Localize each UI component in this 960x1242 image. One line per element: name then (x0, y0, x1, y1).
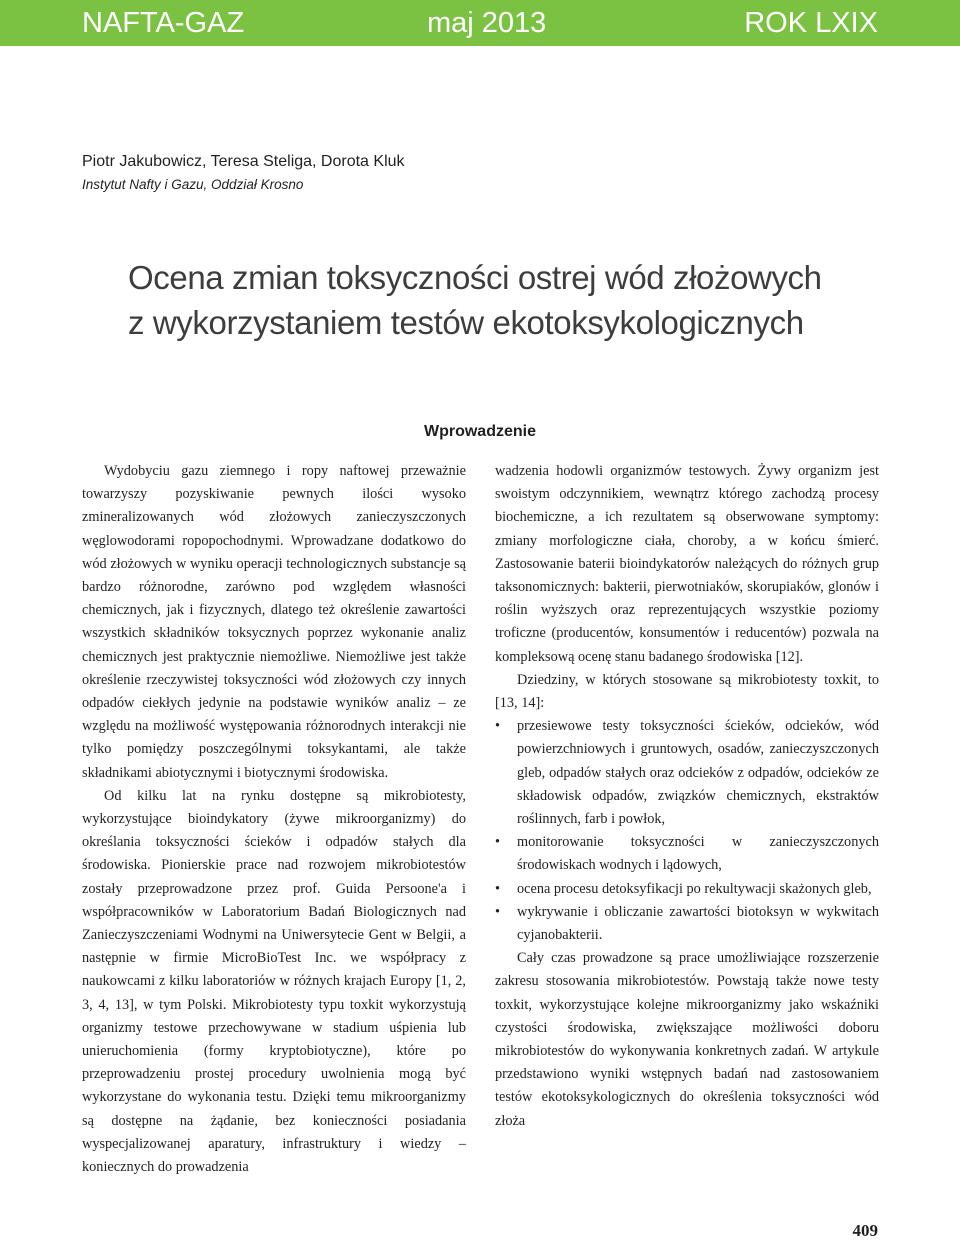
journal-name: NAFTA-GAZ (82, 7, 245, 39)
list-item-text: przesiewowe testy toksyczności ścieków, odcieków, wód powierzchniowych i gruntowych, osadów, zanieczyszczonych gleb, odpadów stałych oraz odcieków z odpadów, odcieków ze składowisk odpadów, związków chemicznych, ekstraktów roślinnych, farb i powłok, (517, 718, 879, 828)
list-item (495, 878, 879, 901)
section-heading: Wprowadzenie (423, 423, 536, 440)
bullet-list (495, 715, 879, 947)
title-line-2: z wykorzystaniem testów ekotoksykologicznych (128, 304, 804, 341)
bullet-icon: • (495, 834, 501, 851)
issue-date: maj 2013 (427, 7, 547, 39)
authors: Piotr Jakubowicz, Teresa Steliga, Dorota Kluk (82, 153, 405, 170)
bullet-icon: • (495, 880, 501, 897)
list-item (495, 715, 879, 831)
affiliation: Instytut Nafty i Gazu, Oddział Krosno (82, 177, 304, 192)
bullet-icon: • (495, 903, 501, 920)
list-item-text: monitorowanie toksyczności w zanieczyszczonych środowiskach wodnych i lądowych, (517, 834, 879, 874)
paragraph: Wydobyciu gazu ziemnego i ropy naftowej przeważnie towarzyszy pozyskiwanie pewnych ilości wysoko zmineralizowanych wód złożowych zanieczyszczonych węglowodorami ropopochodnymi. Wprowadzane dodatkowo do wód złożowych w wyniku operacji technologicznych substancje są bardzo różnorodne, zarówno pod względem własności chemicznych, jak i fizycznych, dlatego też określenie zawartości wszystkich składników toksycznych poprzez wykonanie analiz chemicznych jest praktycznie niemożliwe. Niemożliwe jest także określenie rzeczywistej toksyczności wód złożowych czy innych odpadów ciekłych jedynie na podstawie wyników analiz – ze względu na możliwość występowania różnorodnych interakcji nie tylko pomiędzy poszczególnymi toksykantami, ale także składnikami abiotycznymi i biotycznymi środowiska. (82, 463, 466, 781)
bullet-icon: • (495, 718, 501, 735)
list-item (495, 831, 879, 877)
list-item-text: ocena procesu detoksyfikacji po rekultywacji skażonych gleb, (517, 880, 872, 897)
page-number: 409 (852, 1221, 878, 1240)
paragraph: Cały czas prowadzone są prace umożliwiające rozszerzenie zakresu stosowania mikrobiotestów. Powstają także nowe testy toxkit, wykorzystujące kolejne mikroorganizmy jako wskaźniki czystości środowiska, zwiększające możliwości doboru mikrobiotestów do wykonywania konkretnych zadań. W artykule przedstawiono wyniki wstępnych badań nad zastosowaniem testów ekotoksykologicznych do określenia toksyczności wód złoża (495, 950, 879, 1129)
left-column (82, 460, 466, 1179)
journal-header-bar (0, 0, 960, 46)
right-column (495, 460, 879, 1133)
paragraph: Od kilku lat na rynku dostępne są mikrobiotesty, wykorzystujące bioindykatory (żywe mikroorganizmy) do określania toksyczności ścieków i odpadów stałych dla środowiska. Pionierskie prace nad rozwojem mikrobiotestów zostały przeprowadzone przez prof. Guida Persoone'a i współpracowników w Laboratorium Badań Biologicznych nad Zanieczyszczeniami Wodnymi na Uniwersytecie Gent w Belgii, a następnie w firmie MicroBioTest Inc. we współpracy z naukowcami z kilku laboratoriów w różnych krajach Europy [1, 2, 3, 4, 13], w tym Polski. Mikrobiotesty typu toxkit wykorzystują organizmy testowe przechowywane w stadium uśpienia lub unieruchomienia (formy kryptobiotyczne), które po przeprowadzeniu prostej procedury uwolnienia mogą być wykorzystane do wykonania testu. Dzięki temu mikroorganizmy są dostępne na żądanie, bez konieczności posiadania wyspecjalizowanej aparatury, infrastruktury i wiedzy – koniecznych do prowadzenia (82, 787, 466, 1176)
paragraph: Dziedziny, w których stosowane są mikrobiotesty toxkit, to [13, 14]: (495, 671, 879, 712)
volume-label: ROK LXIX (744, 7, 878, 39)
article-title (128, 255, 888, 345)
list-item-text: wykrywanie i obliczanie zawartości biotoksyn w wykwitach cyjanobakterii. (517, 903, 879, 944)
list-item (495, 901, 879, 947)
title-line-1: Ocena zmian toksyczności ostrej wód złożowych (128, 259, 822, 296)
paragraph: wadzenia hodowli organizmów testowych. Żywy organizm jest swoistym odczynnikiem, wewnątrz którego zachodzą procesy biochemiczne, a ich rezultatem są obserwowane symptomy: zmiany morfologiczne ciała, choroby, a w końcu śmierć. Zastosowanie baterii bioindykatorów należących do różnych grup taksonomicznych: bakterii, pierwotniaków, skorupiaków, glonów i roślin wyższych oraz reprezentujących wszystkie poziomy troficzne (producentów, konsumentów i reducentów) pozwala na kompleksową ocenę stanu badanego środowiska [12]. (495, 463, 879, 665)
